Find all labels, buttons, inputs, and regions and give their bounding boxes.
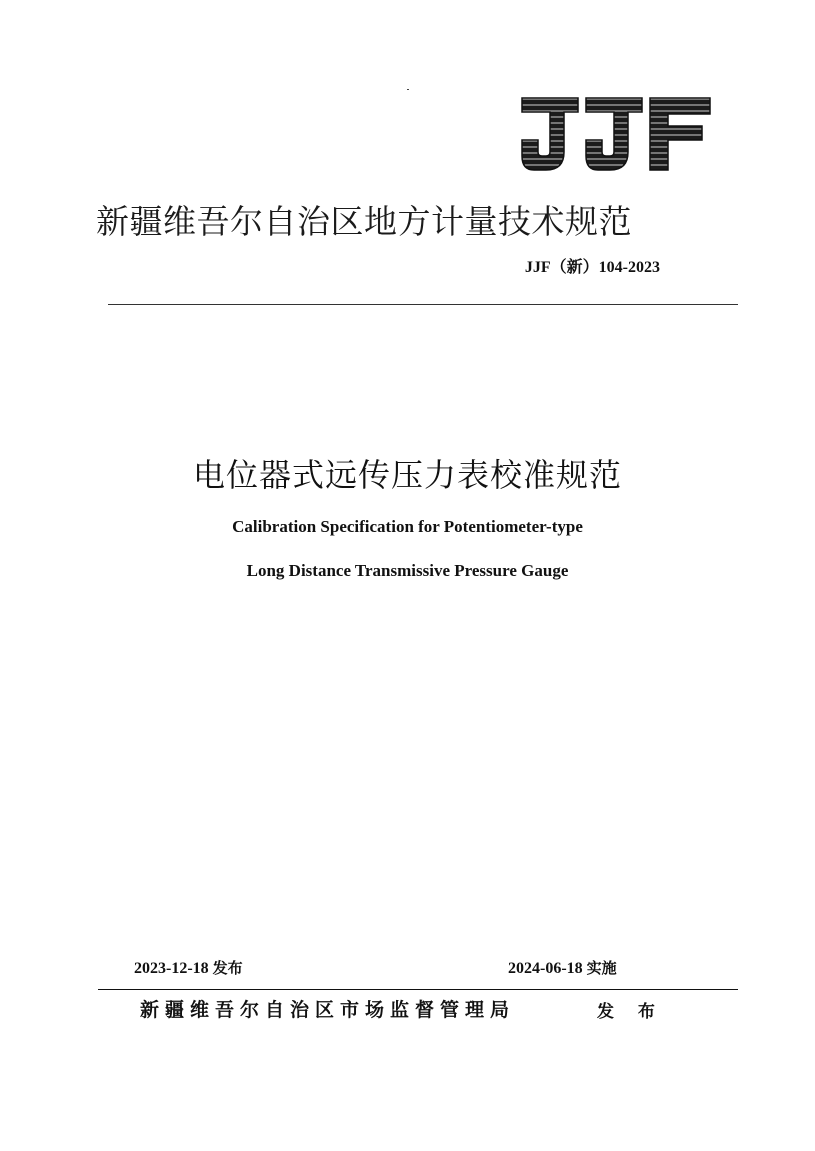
document-title-zh: 电位器式远传压力表校准规范 [192,456,622,494]
effective-date: 2024-06-18 [508,960,583,977]
publish-label: 发 布 [597,1002,664,1022]
issue-date: 2023-12-18 [134,960,209,977]
issue-label: 发布 [212,959,243,977]
jjf-logo [520,96,712,172]
footer-divider [98,989,738,990]
standard-code: JJF（新）104-2023 [524,259,660,276]
issue-date-block [134,957,243,978]
effective-date-block [508,957,617,978]
standard-type: 新疆维吾尔自治区地方计量技术规范 [96,202,632,241]
scan-speck [407,89,409,90]
effective-label: 实施 [586,959,617,977]
document-title-en-line2: Long Distance Transmissive Pressure Gauge [246,561,569,580]
header-divider [108,304,738,305]
document-title-en-line1: Calibration Specification for Potentiometer-type [232,517,583,536]
publisher-name: 新疆维吾尔自治区市场监督管理局 [140,999,516,1021]
